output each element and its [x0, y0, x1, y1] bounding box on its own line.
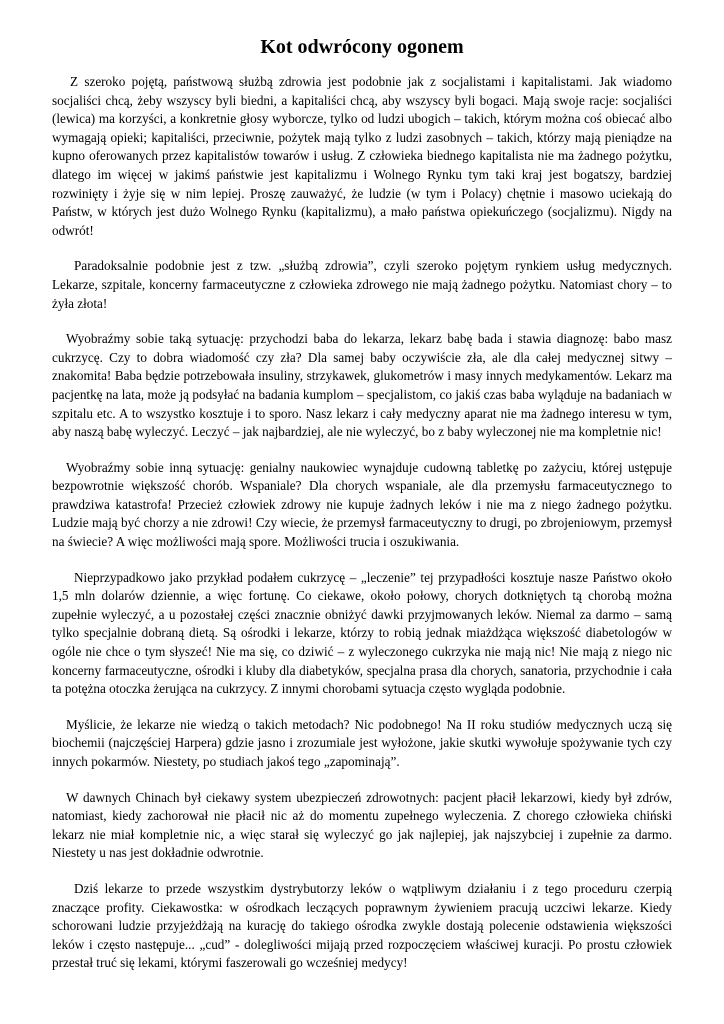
paragraph-3: Wyobraźmy sobie taką sytuację: przychodzi baba do lekarza, lekarz babę bada i stawia diagnozę: babo masz cukrzycę. Czy to dobra wiadomość czy zła? Dla samej baby oczywiście zła, ale dla całej medycznej sitwy – znakomita! Baba będzie potrzebowała insuliny, strzykawek, glukometrów i masy innych medykamentów. Lekarz ma pacjentkę na lata, może ją podsyłać na badania kumplom – specjalistom, co jakiś czas baba wyląduje na badaniach w szpitalu etc. A to wszystko kosztuje i to sporo. Nasz lekarz i cały medyczny aparat nie ma żadnego interesu w tym, aby naszą babę wyleczyć. Leczyć – jak najbardziej, ale nie wyleczyć, bo z baby wyleczonej nie ma kompletnie nic! [52, 331, 672, 440]
paragraph-6: Myślicie, że lekarze nie wiedzą o takich metodach? Nic podobnego! Na II roku studiów medycznych uczą się biochemii (najczęściej Harpera) gdzie jasno i zrozumiale jest wyłożone, jakie skutki wywołuje spożywanie tych czy innych pokarmów. Niestety, po studiach jakoś tego „zapominają”. [52, 716, 672, 769]
document-title: Kot odwrócony ogonem [260, 36, 464, 58]
paragraph-1: Z szeroko pojętą, państwową służbą zdrowia jest podobnie jak z socjalistami i kapitalistami. Jak wiadomo socjaliści chcą, żeby wszyscy byli biedni, a kapitaliści chcą, aby wszyscy byli bogaci. Mają swoje racje: socjaliści (lewica) ma korzyści, a konkretnie głosy wyborcze, tylko od ludzi ubogich – takich, którym można coś obiecać albo wymagają opieki; kapitaliści, przeciwnie, pożytek mają tylko z ludzi zasobnych – takich, którzy mają pieniądze na kupno oferowanych przez kapitalistów towarów i usług. Z człowieka biednego kapitalista nie ma żadnego pożytku, dlatego im więcej w jakimś państwie jest kapitalizmu i Wolnego Rynku tym taki kraj jest bogatszy, bardziej rozwinięty i żyje się w nim lepiej. Proszę zauważyć, że ludzie (w tym i Polacy) chętnie i masowo uciekają do Państw, w których jest dużo Wolnego Rynku (kapitalizmu), a mało państwa opiekuńczego (socjalizmu). Nigdy na odwrót! [52, 74, 672, 238]
paragraph-4: Wyobraźmy sobie inną sytuację: genialny naukowiec wynajduje cudowną tabletkę po zażyciu, której ustępuje bezpowrotnie większość chorób. Wspaniale? Dla chorych wspaniale, ale dla przemysłu farmaceutycznego to prawdziwa katastrofa! Przecież człowiek zdrowy nie kupuje żadnych leków i nie ma z niego żadnego pożytku. Ludzie mają być chorzy a nie zdrowi! Czy wiecie, że przemysł farmaceutyczny to drugi, po zbrojeniowym, przemysł na świecie? A więc możliwości mają spore. Możliwości trucia i oszukiwania. [52, 459, 672, 550]
paragraph-2: Paradoksalnie podobnie jest z tzw. „służbą zdrowia”, czyli szeroko pojętym rynkiem usług medycznych. Lekarze, szpitale, koncerny farmaceutyczne z człowieka zdrowego nie mają żadnego pożytku. Natomiast chory – to żyła złota! [52, 258, 672, 311]
paragraph-7: W dawnych Chinach był ciekawy system ubezpieczeń zdrowotnych: pacjent płacił lekarzowi, kiedy był zdrów, natomiast, kiedy zachorował nie płacił nic aż do momentu zupełnego wyleczenia. Z chorego człowieka chiński lekarz nie miał kompletnie nic, a więc starał się wyleczyć go jak najlepiej, jak najszybciej i zupełnie za darmo. Niestety u nas jest dokładnie odwrotnie. [52, 789, 672, 861]
paragraph-8: Dziś lekarze to przede wszystkim dystrybutorzy leków o wątpliwym działaniu i z tego proceduru czerpią znaczące profity. Ciekawostka: w ośrodkach leczących poprawnym żywieniem pracują uczciwi lekarze. Kiedy schorowani ludzie przyjeżdżają na kurację do takiego ośrodka zwykle dostają polecenie odstawienia większości leków i często następuje... „cud” - dolegliwości mijają przed rozpoczęciem właściwej kuracji. Po prostu człowiek przestał truć się lekami, którymi faszerowali go wcześniej medycy! [52, 880, 672, 971]
paragraph-5: Nieprzypadkowo jako przykład podałem cukrzycę – „leczenie” tej przypadłości kosztuje nasze Państwo około 1,5 mln dolarów dziennie, a więc fortunę. Co ciekawe, około połowy, chorych dotkniętych tą chorobą można zupełnie wyleczyć, a u pozostałej części znacznie obniżyć dawki przyjmowanych leków. Niemal za darmo – samą tylko specjalnie dobraną dietą. Są ośrodki i lekarze, którzy to robią jednak miażdżąca większość diabetologów w ogóle nie chce o tym słyszeć! Nie ma się, co dziwić – z wyleczonego cukrzyka nie mają nic! Nie mają z niego nic koncerny farmaceutyczne, ośrodki i kluby dla diabetyków, specjalna prasa dla chorych, sanatoria, przychodnie i cała ta potężna otoczka żerująca na cukrzycy. Z innymi chorobami sytuacja często wygląda podobnie. [52, 569, 672, 697]
